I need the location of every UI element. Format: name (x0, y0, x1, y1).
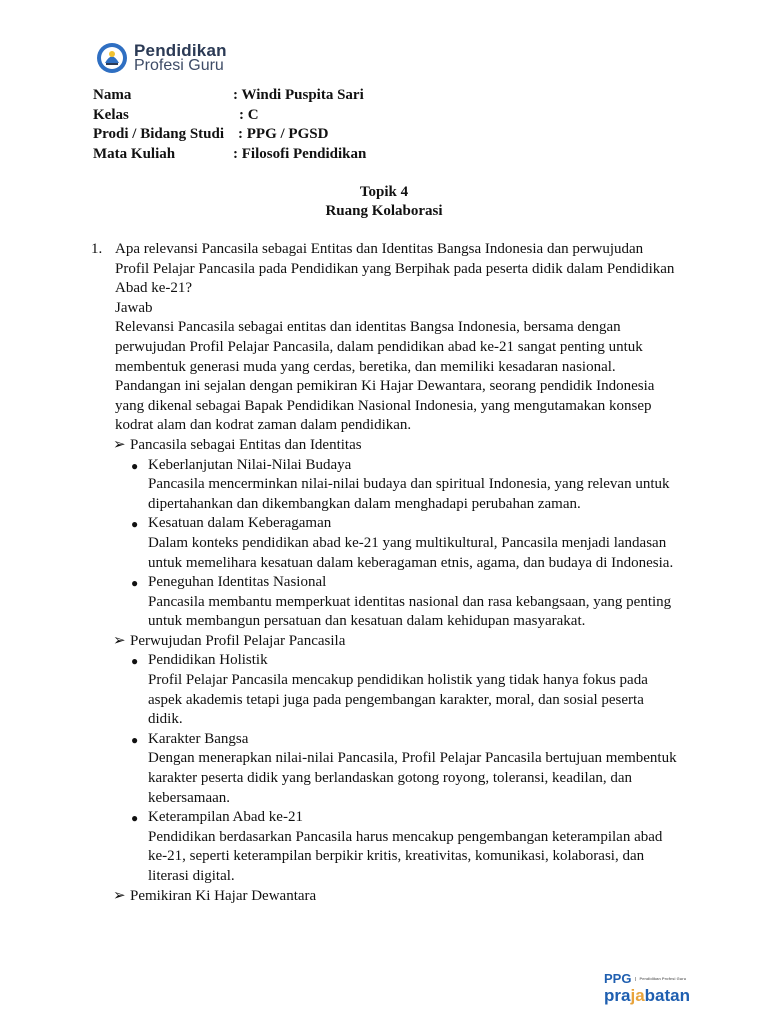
item-title: Karakter Bangsa (148, 730, 249, 747)
bullet-icon: ● (131, 654, 139, 669)
section-heading (113, 632, 681, 652)
item-title: Keterampilan Abad ke-21 (148, 809, 303, 826)
info-value: : Windi Puspita Sari (233, 87, 364, 103)
item-title: Pendidikan Holistik (148, 652, 268, 669)
footer-small-text: Pendidikan Profesi Guru (635, 977, 686, 981)
item-text: Profil Pelajar Pancasila mencakup pendidikan holistik yang tidak hanya fokus pada aspek akademis tetapi juga pada pengembangan karakter, moral, dan sosial peserta didik. (148, 672, 648, 728)
header-logo (96, 42, 227, 74)
footer-pra: pra (604, 986, 631, 1005)
footer-logo (604, 972, 690, 1006)
list-item (131, 651, 681, 729)
section-title: Pancasila sebagai Entitas dan Identitas (130, 436, 362, 453)
info-row-mata-kuliah (93, 145, 366, 165)
section-title: Perwujudan Profil Pelajar Pancasila (130, 632, 346, 649)
item-title: Peneguhan Identitas Nasional (148, 574, 327, 591)
question-1 (91, 240, 681, 436)
arrow-bullet-icon: ➢ (113, 887, 126, 904)
section-heading (113, 436, 681, 456)
info-row-nama (93, 86, 366, 106)
item-text: Dalam konteks pendidikan abad ke-21 yang multikultural, Pancasila menjadi landasan untuk memelihara kesatuan dalam keberagaman etnis, agama, dan budaya di Indonesia. (148, 534, 674, 571)
bullet-icon: ● (131, 458, 139, 473)
student-info (93, 86, 366, 164)
info-value: : PPG / PGSD (238, 126, 329, 142)
item-title: Kesatuan dalam Keberagaman (148, 515, 332, 532)
item-title: Keberlanjutan Nilai-Nilai Budaya (148, 456, 352, 473)
section-heading (113, 887, 681, 907)
item-text: Pendidikan berdasarkan Pancasila harus mencakup pengembangan keterampilan abad ke-21, seperti keterampilan berpikir kritis, kreativitas, komunikasi, kolaborasi, dan literasi digital. (148, 828, 663, 884)
logo-title: Pendidikan (134, 41, 227, 60)
footer-ja: ja (630, 986, 645, 1005)
arrow-bullet-icon: ➢ (113, 436, 126, 453)
info-value: : C (239, 106, 259, 123)
item-text: Pancasila membantu memperkuat identitas nasional dan rasa kebangsaan, yang penting untuk membangun persatuan dan kesatuan dalam kehidupan masyarakat. (148, 593, 672, 630)
tut-wuri-handayani-emblem (96, 42, 128, 74)
info-label: Kelas (93, 106, 129, 123)
list-item (131, 456, 681, 515)
item-text: Pancasila mencerminkan nilai-nilai budaya dan spiritual Indonesia, yang relevan untuk dipertahankan dan dikembangkan dalam menghadapi perubahan zaman. (148, 476, 670, 512)
info-label: Nama (93, 87, 132, 103)
bullet-icon: ● (131, 732, 139, 747)
info-row-prodi (93, 125, 366, 145)
arrow-bullet-icon: ➢ (113, 632, 126, 649)
bullet-icon: ● (131, 517, 139, 532)
footer-ppg: PPG (604, 971, 632, 986)
info-label: Prodi / Bidang Studi (93, 126, 225, 142)
list-item (131, 730, 681, 808)
question-number: 1. (91, 241, 103, 257)
topic-title: Topik 4 (359, 184, 409, 200)
footer-batan: batan (644, 986, 690, 1005)
topic-subtitle: Ruang Kolaborasi (325, 203, 443, 219)
info-label: Mata Kuliah (93, 145, 176, 162)
footer-prajabatan (604, 986, 690, 1006)
list-item (131, 808, 681, 886)
question-text: Apa relevansi Pancasila sebagai Entitas dan Identitas Bangsa Indonesia dan perwujudan Profil Pelajar Pancasila pada Pendidikan yang Berpihak pada peserta didik dalam Pendidikan Abad ke-21? (115, 241, 675, 297)
bullet-icon: ● (131, 811, 139, 826)
list-item (131, 573, 681, 632)
item-text: Dengan menerapkan nilai-nilai Pancasila, Profil Pelajar Pancasila bertujuan membentuk karakter peserta didik yang berlandaskan gotong royong, toleransi, keadilan, dan kebersamaan. (148, 750, 677, 806)
bullet-icon: ● (131, 576, 139, 591)
answer-text: Relevansi Pancasila sebagai entitas dan identitas Bangsa Indonesia, bersama dengan perwujudan Profil Pelajar Pancasila, dalam pendidikan abad ke-21 sangat penting untuk membentuk generasi muda yang cerdas, beretika, dan memiliki kesadaran nasional. Pandangan ini sejalan dengan pemikiran Ki Hajar Dewantara, seorang pendidik Indonesia yang dikenal sebagai Bapak Pendidikan Nasional Indonesia, yang mengutamakan konsep kodrat alam dan kodrat zaman dalam pendidikan. (115, 319, 655, 434)
info-value: : Filosofi Pendidikan (233, 145, 367, 162)
info-row-kelas (93, 106, 366, 126)
logo-subtitle: Profesi Guru (134, 57, 224, 74)
answer-label: Jawab (115, 299, 153, 316)
document-body (91, 240, 681, 906)
section-title: Pemikiran Ki Hajar Dewantara (130, 887, 317, 904)
list-item (131, 514, 681, 573)
